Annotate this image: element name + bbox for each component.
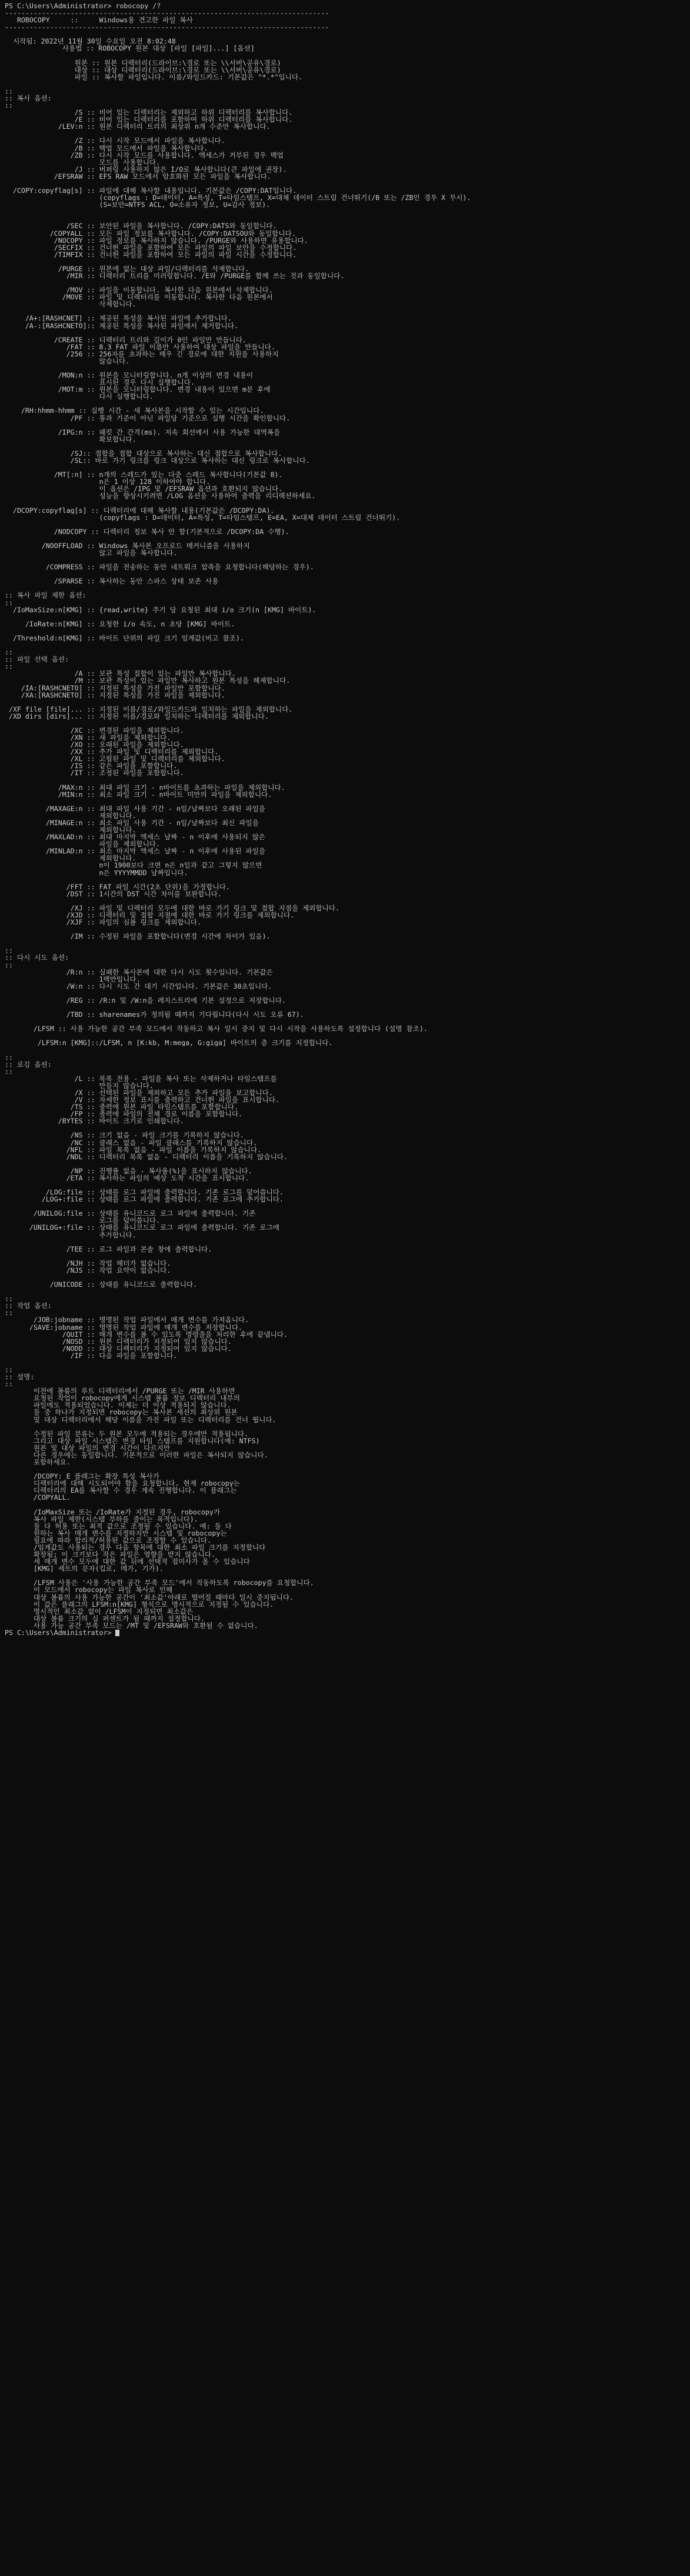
output-line: /NOOFFLOAD :: Windows 복사본 오프로드 메커니즘을 사용하지 [5,542,250,550]
output-line: /TS :: 출력에 원본 파일 타임스탬프를 포함합니다. [5,1103,239,1111]
output-line: :: 다시 시도 옵션: [5,954,69,962]
output-line: /XX :: 추가 파일 및 디렉터리를 제외합니다. [5,748,219,756]
output-line: /FFT :: FAT 파일 시간(2초 단위)을 가정합니다. [5,883,230,890]
output-line: /PF :: 통과 기준이 아닌 파일당 기준으로 실행 시간을 확인합니다. [5,414,291,422]
output-line: 시작됨: 2022년 11월 30일 수요일 오전 8:02:48 [5,38,176,45]
output-line: /UNICODE :: 상태를 유니코드로 출력합니다. [5,1281,198,1289]
output-line: /NS :: 크기 없음 - 파일 크기를 기록하지 않습니다. [5,1132,244,1139]
output-line: /XL :: 고립된 파일 및 디렉터리를 제외합니다. [5,755,225,763]
output-line: /DCOPY: E 플래그는 확장 특성 복사가 [5,1473,159,1480]
output-line: 원하는 복사 매개 변수를 지정하지만 시스템 및 robocopy는 [5,1529,227,1537]
output-line: /COPYALL. [5,1494,71,1501]
output-line [5,926,690,933]
output-line [5,1501,690,1508]
output-line: :: [5,1295,13,1303]
output-line: /X :: 선택된 파일을 제외하고 모든 추가 파일을 보고합니다. [5,1089,273,1097]
output-line: 및 대상 디렉터리에서 해당 이름을 가진 파일 또는 디렉터리를 건너 뜁니다. [5,1416,276,1423]
output-line [5,1004,690,1011]
output-line [5,897,690,905]
command-prompt: PS C:\Users\Administrator> [5,2,116,10]
output-line: 사용법 :: ROBOCOPY 원본 대상 [파일 [파일]...] [옵션] [5,45,255,52]
output-line [5,422,690,429]
output-line [5,215,690,222]
output-line: /MOVE :: 파일 및 디렉터리를 이동합니다. 복사한 다음 원본에서 [5,293,273,301]
output-line [5,365,690,372]
output-line: /IoMaxSize:n[KMG] :: {read,write} 주기 당 요청된 최대 i/o 크기(n [KMG] 바이트). [5,606,316,613]
output-line: /MAXLAD:n :: 최대 마지막 액세스 날짜 - n 이후에 사용되지 않은 [5,833,266,841]
output-line: 이 모드에서 robocopy는 파일 복사로 인해 [5,1586,173,1594]
output-line: /MON:n :: 원본을 모니터링합니다. n개 이상의 변경 내용이 [5,372,254,379]
output-line [5,1125,690,1132]
output-line: 확장됨; 이 크기보다 작은 파일은 영향을 받지 않습니다. [5,1551,216,1559]
output-line: 그리고 대상 파일 시스템은 변경 타임 스탬프를 지원합니다(예: NTFS) [5,1437,260,1444]
output-line: /NDL :: 디렉터리 목록 없음 - 디렉터리 이름을 기록하지 않습니다. [5,1153,288,1160]
output-line: :: 복사 옵션: [5,95,52,102]
output-line: /BYTES :: 바이트 크기로 인쇄합니다. [5,1117,184,1125]
output-line: 추가합니다. [5,1231,136,1239]
output-line: :: [5,663,13,670]
output-line [5,499,690,506]
output-line [5,1253,690,1260]
output-line: 이 옵션은 /IPG 및 /EFSRAW 옵션과 호환되지 않습니다. [5,485,283,493]
output-line: /FP :: 출력에 파일의 전체 경로 이름을 포함합니다. [5,1110,243,1118]
output-line: 파일 :: 복사할 파일입니다. 이름/와일드카드: 기본값은 "*.*"입니다. [5,73,303,81]
output-line: n은 YYYYMMDD 날짜입니다. [5,869,188,876]
output-line: :: [5,599,13,606]
output-line: /V :: 자세한 정보 표시를 출력하고 건너뛴 파일을 표시합니다. [5,1096,279,1104]
command-output [5,9,690,1629]
output-line: /XJD :: 디렉터리 및 접합 지점에 대한 바로 가기 링크를 제외합니다. [5,912,295,919]
output-line: /IoRate:n[KMG] :: 요청한 i/o 속도, n 초당 [KMG] 바이트. [5,620,235,628]
output-line [5,31,690,38]
output-line: /PURGE :: 원본에 없는 대상 파일/디렉터리를 삭제합니다. [5,265,249,272]
output-line: 디렉터리에 대해 시도되어야 함을 요청합니다. 현재 robocopy는 [5,1480,240,1487]
output-line [5,556,690,563]
output-line: /E :: 비어 있는 디렉터리를 포함하여 하위 디렉터리를 복사합니다. [5,116,293,124]
output-line [5,81,690,88]
output-line: /COPY:copyflag[s] :: 파일에 대해 복사할 내용입니다. 기본값은 /COPY:DAT입니다. [5,187,297,195]
output-line: 사용 가능 공간 부족 모드는 /MT 및 /EFSRAW와 호환될 수 없습니다. [5,1621,258,1629]
output-line [5,1572,690,1579]
output-line: 파일을 제외합니다. [5,840,161,848]
output-line: /IS :: 같은 파일을 포함합니다. [5,762,178,770]
output-line: /MIR :: 디렉터리 트리를 미러링합니다. /E와 /PURGE를 함께 쓰는 것과 동일합니다. [5,272,345,280]
output-line [5,1160,690,1167]
output-line [5,585,690,592]
output-line: /NP :: 진행률 없음 - 복사율(%)을 표시하지 않습니다. [5,1167,252,1174]
output-line [5,1423,690,1430]
output-line: /Z :: 다시 시작 모드에서 파일을 복사합니다. [5,137,225,145]
output-line: :: [5,961,13,969]
output-line: 대상 볼륨 크기의 십 퍼센트가 될 때까지 설정합니다. [5,1614,205,1622]
output-line [5,940,690,947]
output-line: 표시된 경우 다시 실행합니다. [5,379,195,386]
output-line [5,1032,690,1039]
output-line: :: [5,87,13,95]
output-line: :: [5,649,13,656]
output-line: 이 값은 플래그의 LFSM:n[KMG] 형식으로 명시적으로 지정될 수 있습니다. [5,1600,274,1608]
output-line: 제외합니다. [5,812,136,819]
output-line: /Threshold:n[KMG] :: 바이트 단위의 파일 크기 임계값(비고 참조). [5,634,244,642]
output-line [5,329,690,336]
output-line [5,400,690,407]
output-line: :: [5,947,13,955]
output-line: /MAX:n :: 최대 파일 크기 - n바이트를 초과하는 파일을 제외합니다. [5,783,285,791]
output-line: 제외합니다. [5,855,136,862]
final-prompt-line[interactable] [5,1629,690,1636]
output-line: 다시 실행합니다. [5,393,154,401]
output-line: /EFSRAW :: EFS RAW 모드에서 암호화된 모든 파일을 복사합니다. [5,172,271,180]
output-line: /SAVE:jobname :: 명명된 작업 파일에 매개 변수를 저장합니다. [5,1323,243,1331]
output-line [5,1239,690,1246]
output-line: 제외합니다. [5,826,136,834]
output-line: 원본 :: 원본 디렉터리(드라이브:\경로 또는 \\서버\공유\경로) [5,59,281,66]
output-line: /IPG:n :: 패킷 간 간격(ms). 저속 회선에서 사용 가능한 대역폭을 [5,428,281,436]
output-line: /XD dirs [dirs]... :: 지정된 이름/경로와 일치하는 디렉터리를 제외합니다. [5,712,269,720]
output-line: 삭제합니다. [5,301,136,308]
output-line: 파일에도 적용되었습니다. 이제는 더 이상 적용되지 않습니다. [5,1402,231,1409]
output-line: :: [5,1067,13,1075]
output-line: /NODD :: 대상 디렉터리가 지정되어 있지 않습니다. [5,1344,232,1352]
output-line [5,1182,690,1189]
output-line [5,521,690,528]
output-line: 디렉터리의 EA를 복사할 수 경우 계속 진행합니다. 이 플래그는 [5,1487,237,1494]
output-line: /XN :: 새 파일을 제외합니다. [5,734,171,742]
output-line: /MOT:m :: 원본을 모니터링합니다. 변경 내용이 있으면 m분 후에 [5,386,271,393]
output-line [5,570,690,578]
output-line: /XF file [file]... :: 지정된 이름/경로/와일드카드와 일치하는 파일을 제외합니다. [5,705,293,713]
output-line: 않습니다. [5,357,130,365]
output-line [5,1203,690,1210]
output-line: /TIMFIX :: 건너뛴 파일을 포함하여 모든 파일의 파일 시간을 수정합니다. [5,251,297,258]
output-line: /임계값도 사용되는 경우 다음 항목에 대한 최소 파일 크기를 지정합니다 [5,1543,266,1551]
output-line [5,876,690,883]
output-line [5,1288,690,1295]
output-line: /XJF :: 파일의 심볼 링크를 제외합니다. [5,919,202,926]
output-line: /NC :: 클래스 없음 - 파일 클래스를 기록하지 않습니다. [5,1139,258,1146]
output-line: :: 작업 옵션: [5,1302,52,1310]
output-line: /XC :: 변경된 파일을 제외합니다. [5,726,184,735]
output-line [5,1274,690,1281]
output-line: /UNILOG:file :: 상태를 유니코드로 로그 파일에 출력합니다. 기존 [5,1210,256,1217]
output-line: /256 :: 256자를 초과하는 매우 긴 경로에 대한 지원을 사용하지 [5,350,279,358]
output-line: /S :: 비어 있는 디렉터리는 제외하고 하위 디렉터리를 복사합니다. [5,109,293,116]
output-line [5,208,690,215]
output-line: /SL:: 바로 가기 링크를 링크 대상으로 복사하는 대신 링크로 복사합니다. [5,457,310,465]
output-line: 대상 볼륨의 사용 가능한 공간이 '최소값'아래로 떨어질 때마다 일시 중지됩니다. [5,1593,294,1601]
output-line: /A+:[RASHCNET] :: 제공된 특성을 복사된 파일에 추가합니다. [5,315,232,322]
final-prompt: PS C:\Users\Administrator> [5,1629,116,1636]
output-line: :: 파일 선택 옵션: [5,656,69,663]
output-line: /MOV :: 파일을 이동합니다. 복사한 다음 원본에서 삭제합니다. [5,286,273,294]
output-line [5,613,690,620]
output-line: /DST :: 1시간의 DST 시간 차이를 보완합니다. [5,890,222,897]
output-line: /IoMaxSize 또는 /IoRate가 지정된 경우, robocopy가 [5,1508,221,1516]
output-line: /LFSM :: 사용 가능한 공간 부족 모드에서 작동하고 복사 일시 중지 및 다시 시작을 사용하도록 설정합니다 (설명 참조). [5,1025,428,1033]
output-line: 확보합니다. [5,435,136,443]
output-line: /TBD :: sharenames가 정의될 때까지 기다립니다(다시 시도 오류 67). [5,1011,304,1019]
output-line [5,52,690,59]
output-line: /UNILOG+:file :: 상태를 유니코드로 로그 파일에 출력합니다. 기존 로그에 [5,1224,279,1232]
output-line: /R:n :: 실패한 복사본에 대한 다시 시도 횟수입니다. 기본값은 [5,968,273,976]
output-line: :: 로깅 옵션: [5,1060,52,1068]
output-line [5,258,690,265]
output-line: /J :: 버퍼링 사용하지 않은 I/O로 복사합니다(큰 파일에 권장). [5,165,287,173]
output-line: /A-:[RASHCNETO]:: 제공된 특성을 복사된 파일에서 제거합니다. [5,322,239,329]
output-line: 필요에 따라 합리적/허용된 값으로 조정할 수 있습니다. [5,1536,212,1544]
output-line: /MAXAGE:n :: 최대 파일 사용 기간 - n일/날짜보다 오래된 파일을 [5,805,266,812]
output-line: /FAT :: 8.3 FAT 파일 이름만 사용하여 대상 파일을 만듭니다. [5,343,275,351]
output-line: /TEE :: 로그 파일과 콘솔 창에 출력합니다. [5,1245,212,1253]
output-line: :: 복사 파일 제한 옵션: [5,592,86,599]
output-line: /NJS :: 작업 요약이 없습니다. [5,1266,171,1274]
output-line: /NOSD :: 원본 디렉터리가 지정되어 있지 않습니다. [5,1337,232,1345]
output-line: 이전에 볼륨의 루트 디렉터리에서 /PURGE 또는 /MIR 사용하면 [5,1387,235,1395]
output-line [5,180,690,187]
output-line: /ETA :: 복사하는 파일의 예상 도착 시간을 표시합니다. [5,1174,249,1182]
output-line: /QUIT :: 매개 변수를 볼 수 있도록 명령줄을 처리한 후에 끝냅니다. [5,1330,288,1338]
output-line: :: [5,1380,13,1388]
output-line [5,642,690,649]
output-line: /W:n :: 다시 시도 간 대기 시간입니다. 기본값은 30초입니다. [5,982,272,990]
output-line: /LEV:n :: 원본 디렉터리 트리의 최상위 n개 수준만 복사합니다. [5,123,271,131]
output-line: /RH:hhmm-hhmm :: 실행 시간 - 새 복사본을 시작할 수 있는 시간입니다. [5,407,264,415]
output-line: /NJH :: 작업 헤더가 없습니다. [5,1259,171,1267]
output-line: :: [5,1366,13,1374]
text-cursor [115,1630,119,1636]
output-line [5,1466,690,1473]
output-line [5,777,690,784]
output-line: /MT[:n] :: n개의 스레드가 있는 다중 스레드 복사합니다(기본값 8). [5,471,283,479]
command-input: robocopy /? [115,2,161,10]
output-line: /IA:[RASHCNETO] :: 지정된 특성을 가진 파일만 포함합니다. [5,684,225,692]
output-line: [KMG] 세트의 문자(킬로, 메가, 기가). [5,1565,164,1573]
output-line: /NOCOPY :: 파일 정보를 복사하지 않습니다. /PURGE와 사용하면 유용합니다. [5,236,308,244]
output-line: 만들지 않습니다. [5,1082,154,1089]
output-line: /NODCOPY :: 디렉터리 정보 복사 안 함(기본적으로 /DCOPY:DA 수행). [5,528,289,535]
output-line: :: [5,102,13,109]
output-line: 요청된 작업이 robocopy에게 시스템 볼륨 정보 디렉터리 내부의 [5,1394,240,1402]
output-line: /MIN:n :: 최소 파일 크기 - n바이트 미만의 파일을 제외합니다. [5,790,272,798]
output-line: 로그를 덮어씁니다. [5,1217,161,1224]
output-line [5,308,690,315]
output-line: ------------------------------------------------------------------------------- [5,24,329,31]
output-line: /LOG:file :: 상태를 로그 파일에 출력합니다. 기존 로그를 덮어씁니다. [5,1189,284,1196]
output-line: /COMPRESS :: 파일을 전송하는 동안 네트워크 압축을 요청합니다(해당하는 경우). [5,563,314,571]
output-line: 둘 중 하나가 지정되면 robocopy는 복사본 세션의 최상위 원본 [5,1409,238,1416]
output-line: (copyflags : D=데이터, A=특성, T=타임스탬프, E=EA, X=대체 데이터 스트림 건너뛰기). [5,513,401,521]
output-line: /M :: 보관 특성이 있는 파일만 복사하고 원본 특성을 해제합니다. [5,677,291,685]
output-line: /MINLAD:n :: 최소 마지막 액세스 날짜 - n 이후에 사용된 파일을 [5,847,266,855]
output-line: 않고 파일을 복사합니다. [5,549,178,557]
output-line: /JOB:jobname :: 명명된 작업 파일에서 매개 변수를 가져옵니다. [5,1316,249,1324]
output-line [5,699,690,706]
output-line: /IT :: 조정된 파일을 포함합니다. [5,769,184,777]
output-line: ROBOCOPY :: Windows용 견고한 파일 복사 [5,16,193,24]
output-line: n이 1900보다 크면 n은 n일과 같고 그렇지 않으면 [5,862,262,869]
output-line: /SEC :: 보안된 파일을 복사합니다. /COPY:DATS와 동일합니다. [5,222,277,230]
output-line [5,279,690,286]
output-line: /A :: 보관 특성 집합이 있는 파일만 복사합니다. [5,670,236,678]
output-line: /MINAGE:n :: 최소 파일 사용 기간 - n일/날짜보다 최신 파일을 [5,819,259,827]
output-line [5,1046,690,1053]
output-line [5,720,690,727]
output-line [5,464,690,471]
output-line: /LFSM 사용은 '사용 가능한 공간 부족 모드'에서 작동하도록 robocopy를 요청합니다. [5,1579,314,1587]
output-line: 다른 경우에는 동일합니다. 기본적으로 이러한 파일은 복사되지 않습니다. [5,1451,268,1459]
output-line: /REG :: /R:n 및 /W:n을 레지스트리에 기본 설정으로 저장합니다. [5,996,286,1005]
output-line: /XA:[RASHCNETO] :: 지정된 특성을 가진 파일을 제외합니다. [5,691,225,699]
output-line: /ZB :: 다시 시작 모드를 사용합니다. 액세스가 거부된 경우 백업 [5,151,284,159]
output-line: 포함하세요. [5,1459,71,1466]
output-line: /SECFIX :: 건너뛴 파일을 포함하여 모든 파일의 파일 보안을 수정합니다. [5,243,297,251]
output-line: 둘 다 허용 또는 최적 값으로 조정될 수 있습니다. 예: 둘 다 [5,1522,232,1530]
output-line [5,1359,690,1366]
output-line: /SJ:: 접합을 접합 대상으로 복사하는 대신 접합으로 복사합니다. [5,449,282,457]
output-line: /COPYALL :: 모든 파일 정보를 복사합니다. /COPY:DATSOU와 동일합니다. [5,229,296,237]
output-line: n은 1 이상 128 이하여야 합니다. [5,478,211,486]
output-line [5,443,690,450]
output-line: /SPARSE :: 복사하는 동안 스파스 상태 보존 사용 [5,578,219,585]
output-line: /XJ :: 파일 및 디렉터리 모두에 대한 바로 가기 링크 및 접합 지점을 제외합니다. [5,904,340,912]
output-line: /XO :: 오래된 파일을 제외합니다. [5,741,184,749]
output-line [5,990,690,997]
command-line [5,2,690,9]
output-line: 명시적인 최소값 없이 /LFSM이 지정되면 최소값은 [5,1607,194,1615]
output-line [5,798,690,805]
output-line: /L :: 목록 전용 - 파일을 복사 또는 삭제하거나 타임스탬프를 [5,1075,277,1082]
output-line: 수정된 파일 분류는 두 원본 모두에 적용되는 경우에만 적용됩니다. [5,1430,249,1437]
output-line: 모드를 사용합니다. [5,158,161,166]
output-line: 대상 :: 대상 디렉터리(드라이브:\경로 또는 \\서버\공유\경로) [5,66,281,74]
output-line: /B :: 백업 모드에서 파일을 복사합니다. [5,144,208,152]
output-line: :: [5,1309,13,1317]
output-line: /DCOPY:copyflag[s] :: 디렉터리에 대해 복사할 내용(기본값은 /DCOPY:DA). [5,506,275,514]
output-line: 복사 파일 제한(시스템 부하를 줄이는 목적입니다). [5,1515,198,1523]
output-line: /LOG+:file :: 상태를 로그 파일에 출력합니다. 기존 로그에 추가합니다. [5,1196,284,1203]
output-line: /CREATE :: 디렉터리 트리와 길이가 0인 파일만 만듭니다. [5,336,246,343]
output-line: 성능을 향상시키려면 /LOG 옵션을 사용하여 출력을 리디렉션하세요. [5,492,316,500]
output-line: (S=보안=NTFS ACL, O=소유자 정보, U=감사 정보). [5,201,271,209]
output-line: 원본 및 대상 파일의 변경 시간이 다르지만 [5,1444,171,1451]
output-line: /LFSM:n [KMG]::/LFSM, n [K:kb, M:mega, G:giga] 바이트의 층 크기를 지정합니다. [5,1039,333,1047]
output-line [5,130,690,137]
output-line: /IM :: 수정된 파일을 포함합니다(변경 시간에 차이가 있음). [5,933,271,940]
output-line: :: 설명: [5,1373,35,1381]
output-line: /NFL :: 파일 목록 없음 - 파일 이름을 기록하지 않습니다. [5,1146,262,1153]
output-line: ------------------------------------------------------------------------------- [5,9,329,17]
output-line [5,628,690,635]
output-line: :: [5,1053,13,1061]
output-line [5,535,690,542]
output-line: 세 매개 변수 모두에 대한 값 뒤에 선택적 접미사가 올 수 있습니다 [5,1558,250,1566]
output-line: /IF :: 다음 파일을 포함합니다. [5,1352,178,1359]
output-line [5,1018,690,1025]
output-line: (copyflags : D=데이터, A=특성, T=타임스탬프, X=대체 데이터 스트림 건너뛰기(/B 또는 /ZB인 경우 X 무시). [5,194,471,202]
output-line: 1백만입니다. [5,975,141,983]
